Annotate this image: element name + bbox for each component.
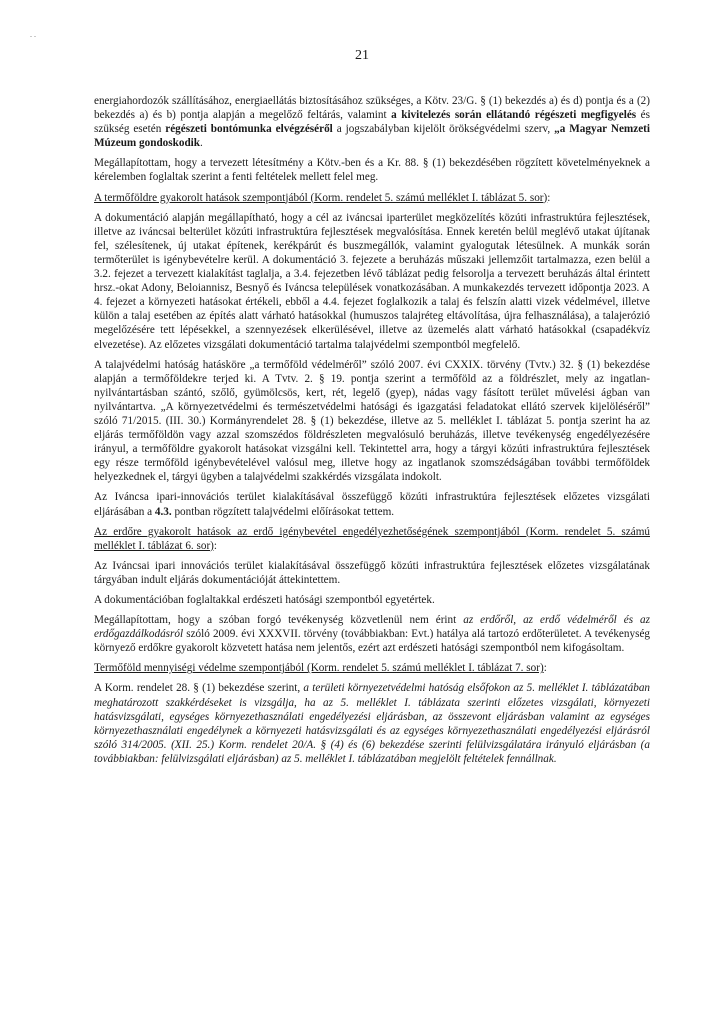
text-segment: a kivitelezés során ellátandó régészeti megfigyelés bbox=[391, 109, 637, 122]
text-segment: a jogszabályban kijelölt örökségvédelmi szerv, bbox=[332, 123, 555, 136]
paragraph bbox=[94, 490, 650, 518]
section-heading bbox=[94, 191, 650, 205]
text-segment: 4.3. bbox=[154, 505, 172, 518]
text-segment: régészeti bontómunka elvégzéséről bbox=[165, 123, 333, 136]
paragraph bbox=[94, 358, 650, 485]
text-segment: az erdőről, az erdő védelméről és az erdőgazdálkodásról bbox=[94, 614, 650, 641]
text-segment: A dokumentációban foglaltakkal erdészeti hatósági szempontból egyetértek. bbox=[94, 594, 435, 606]
text-segment: a területi környezetvédelmi hatóság elsőfokon az 5. melléklet I. táblázatában meghatározott szakkérdéseket is vizsgálja, ha az 5. melléklet I. táblázata szerinti előzetes vizsgálati, környezeti hatásvizsgálati, egységes környezethasználati engedélyezési eljárásban, az összevont eljárásban valamint az egységes környezethasználati engedélynek a környezeti hatásvizsgálati és az egységes környezethasználati engedélyezési eljárásról szóló 314/2005. (XII. 25.) Korm. rendelet 20/A. § (4) és (6) bekezdése szerinti felülvizsgálatára irányuló eljárásban (a továbbiakban: felülvizsgálati eljárásban) az 5. melléklet I. táblázatában megjelölt feltételek fennállnak. bbox=[94, 682, 651, 765]
text-segment: A dokumentáció alapján megállapítható, hogy a cél az iváncsai iparterület megközelítés közúti infrastruktúra fejlesztések, illetve az iváncsai belterület közúti infrastruktúra fejlesztések megvalósítása. Ennek keretén belül meglévő utakat újítanak fel, szélesítenek, új utakat építenek, kerékpárút és buszmegállók, valamint gyalogutak létesülnek. A munkák során termőterület is igénybevételre kerül. A dokumentáció 3. fejezete a beruházás műszaki jellemzőit tartalmazza, ezen belül a 3.2. fejezet a tervezett kialakítást taglalja, a 3.4. fejezetben lévő táblázat pedig felsorolja a tervezett beruházás által érintett hrsz.-okat Adony, Beloiannisz, Besnyő és Iváncsa települések vonatkozásában. A munkakezdés tervezett időpontja 2023. A 4. fejezet a környezeti hatásokat értékeli, ebből a 4.4. fejezet foglalkozik a talaj és felszín alatti vizek védelmével, illetve külön a talaj esetében az építés alatt várható hatásokkal (humuszos talajréteg eltávolítása, újra felhasználása), a talajerózió megelőzésére tett lépésekkel, a szennyezések elkerülésével, illetve az üzemelés alatt várható hatásokkal (csapadékvíz elvezetése). Az előzetes vizsgálati dokumentáció tartalma talajvédelmi szempontból megfelelő. bbox=[94, 211, 650, 351]
text-segment: A talajvédelmi hatóság hatásköre „a termőföld védelméről” szóló 2007. évi CXXIX. törvény (Tvtv.) 32. § (1) bekezdése alapján a termőföldekre terjed ki. A Tvtv. 2. § 19. pontja szerint a termőföld az a földrészlet, mely az ingatlan-nyilvántartásban szántó, szőlő, gyümölcsös, kert, rét, legelő (gyep), nádas vagy fásított terület művelési ágban van nyilvántartva. „A környezetvédelmi és természetvédelmi hatósági és igazgatási feladatokat ellátó szervek kijelöléséről” szóló 71/2015. (III. 30.) Kormányrendelet 28. § (1) bekezdése, illetve az 5. melléklet I. táblázat 5. pontja szerint ha az eljárás termőföldön vagy azzal szomszédos földrészleten megvalósuló beruházás, illetve tevékenység engedélyezésére irányul, a termőföldre gyakorolt hatásokat vizsgálni kell. Tekintettel arra, hogy a tárgyi közúti infrastruktúra fejlesztések egy része termőföld igénybevételével valósul meg, illetve hogy az ingatlanok szomszédságában további termőföldek helyezkednek el, tárgyi ügyben a talajvédelmi szakkérdés vizsgálata indokolt. bbox=[94, 358, 650, 484]
paragraph bbox=[94, 94, 650, 150]
paragraph bbox=[94, 559, 650, 587]
scan-corner-marks: . . bbox=[30, 30, 36, 39]
text-segment: és szükség esetén bbox=[94, 109, 650, 136]
text-segment: : bbox=[547, 191, 551, 204]
text-segment: „a Magyar Nemzeti Múzeum gondoskodik bbox=[94, 123, 650, 150]
text-segment: A Korm. rendelet 28. § (1) bekezdése szerint, bbox=[94, 682, 304, 695]
section-heading bbox=[94, 525, 650, 553]
text-segment: Az Iváncsai ipari innovációs terület kialakításával összefüggő közúti infrastruktúra fejlesztések előzetes vizsgálatának tárgyában indult eljárás dokumentációját áttekintettem. bbox=[94, 559, 650, 586]
section-heading bbox=[94, 661, 650, 675]
text-segment: : bbox=[543, 662, 547, 675]
text-segment: szóló 2009. évi XXXVII. törvény (továbbiakban: Evt.) hatálya alá tartozó erdőterületet. A tevékenység környező erdőkre gyakorolt közvetett hatása nem jelentős, ezért azt erdészeti hatósági szempontból nem kifogásoltam. bbox=[94, 628, 650, 655]
text-segment: : bbox=[213, 539, 218, 552]
text-segment: Termőföld mennyiségi védelme szempontjából (Korm. rendelet 5. számú melléklet I. táblázat 7. sor) bbox=[94, 662, 544, 675]
text-segment: pontban rögzített talajvédelmi előírásokat tettem. bbox=[171, 505, 395, 518]
text-segment: Az erdőre gyakorolt hatások az erdő igénybevétel engedélyezhetőségének szempontjából (Korm. rendelet 5. számú melléklet I. táblázat 6. sor) bbox=[94, 525, 650, 552]
text-segment: Megállapítottam, hogy a szóban forgó tevékenység közvetlenül nem érint bbox=[94, 614, 464, 627]
text-segment: A termőföldre gyakorolt hatások szempontjából (Korm. rendelet 5. számú melléklet I. táblázat 5. sor) bbox=[94, 191, 548, 204]
text-segment: Megállapítottam, hogy a tervezett létesítmény a Kötv.-ben és a Kr. 88. § (1) bekezdésében rögzített követelményeknek a kérelemben foglaltak szerint a fenti feltételek mellett felel meg. bbox=[94, 157, 650, 184]
text-segment: . bbox=[200, 137, 203, 150]
paragraph bbox=[94, 681, 650, 766]
page-number: 21 bbox=[355, 48, 369, 63]
document-body bbox=[94, 94, 650, 772]
paragraph bbox=[94, 613, 650, 655]
text-segment: Az Iváncsa ipari-innovációs terület kialakításával összefüggő közúti infrastruktúra fejlesztések előzetes vizsgálati eljárásában a bbox=[94, 491, 650, 518]
text-segment: energiahordozók szállításához, energiaellátás biztosításához szükséges, a Kötv. 23/G. § (1) bekezdés a) és d) pontja és a (2) bekezdés a) és b) pontja alapján a megelőző feltárás, valamint bbox=[94, 95, 650, 122]
paragraph bbox=[94, 156, 650, 184]
paragraph bbox=[94, 211, 650, 352]
paragraph bbox=[94, 593, 650, 607]
